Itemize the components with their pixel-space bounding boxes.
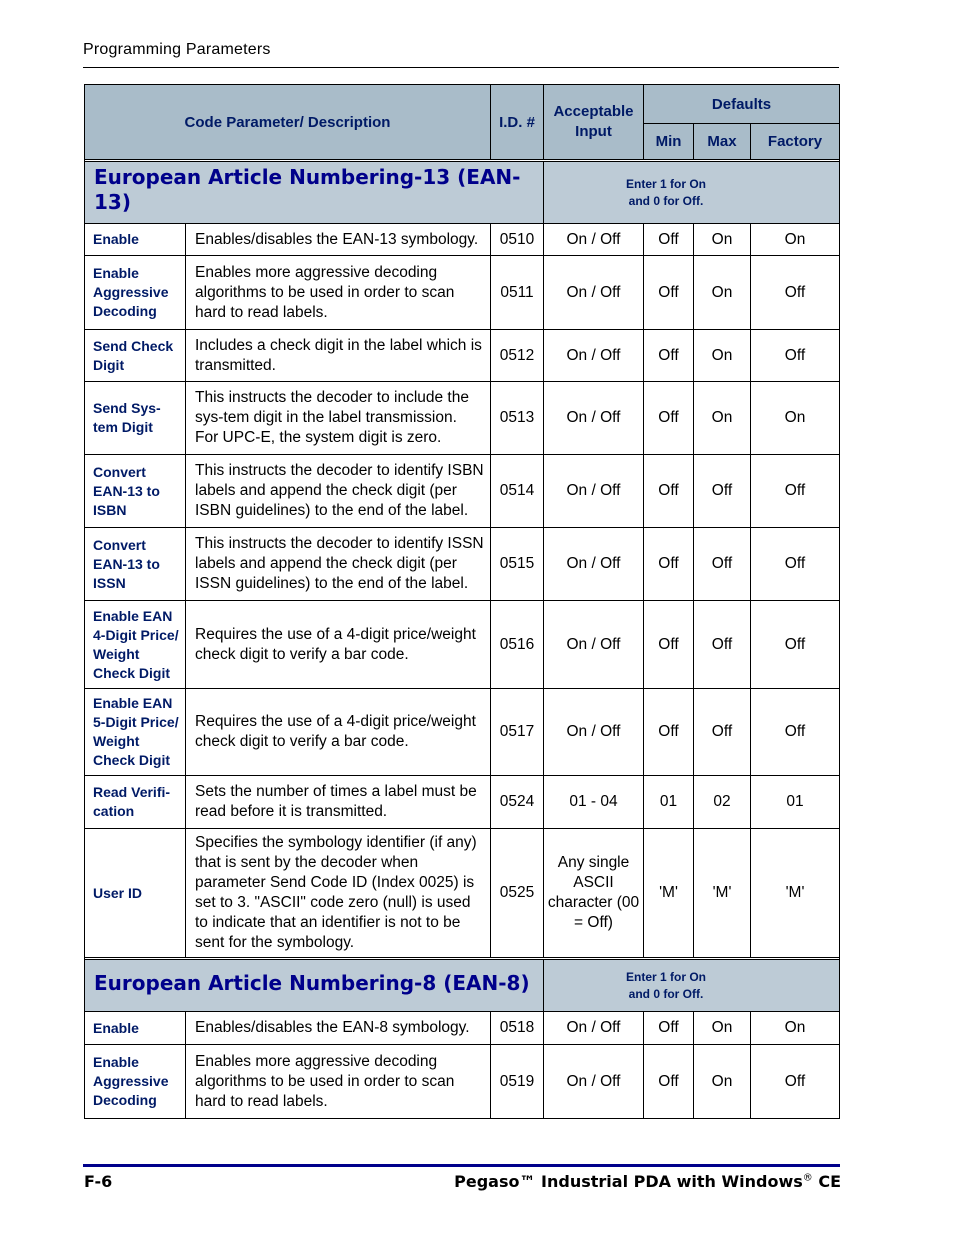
default-max: Off [694,601,751,689]
default-factory: Off [751,330,840,382]
default-max: On [694,1045,751,1119]
parameter-id: 0525 [491,829,544,958]
section-title: European Article Numbering-8 (EAN-8) [85,960,544,1012]
column-header-acceptable-input: Acceptable Input [544,85,644,160]
parameters-table [84,84,840,1119]
parameter-description: Requires the use of a 4-digit price/weight check digit to verify a bar code. [186,689,491,776]
parameter-description: Includes a check digit in the label which is transmitted. [186,330,491,382]
section-note [544,162,840,224]
parameter-id: 0518 [491,1012,544,1045]
table-row [85,455,840,528]
parameter-description: This instructs the decoder to identify ISSN labels and append the check digit (per ISSN guidelines) to the end of the label. [186,528,491,601]
default-min: Off [644,528,694,601]
default-max: On [694,224,751,256]
default-factory: Off [751,1045,840,1119]
default-min: Off [644,256,694,330]
default-factory: On [751,382,840,455]
default-max: Off [694,528,751,601]
acceptable-input: On / Off [544,1045,644,1119]
acceptable-input: On / Off [544,224,644,256]
table-body [85,160,840,1119]
default-min: Off [644,224,694,256]
registered-mark: ® [802,1172,813,1184]
section-note-line-1: Enter 1 for On [625,969,706,984]
parameter-id: 0515 [491,528,544,601]
default-max: On [694,1012,751,1045]
section-note-line-1: Enter 1 for On [625,176,706,191]
acceptable-input: On / Off [544,330,644,382]
parameter-description: Specifies the symbology identifier (if any) that is sent by the decoder when parameter Send Code ID (Index 0025) is set to 3. "ASCII" code zero (null) is used to indicate that an identifier is not to be sent for the symbology. [186,829,491,958]
default-factory: Off [751,455,840,528]
parameter-name: Enable Aggressive Decoding [85,256,186,330]
parameter-id: 0516 [491,601,544,689]
default-max: 'M' [694,829,751,958]
table-row [85,601,840,689]
default-min: Off [644,330,694,382]
parameter-description: Enables more aggressive decoding algorithms to be used in order to scan hard to read labels. [186,1045,491,1119]
acceptable-input: On / Off [544,382,644,455]
default-max: On [694,256,751,330]
section-title: European Article Numbering-13 (EAN-13) [85,162,544,224]
column-header-max: Max [694,124,751,160]
parameter-name: Enable Aggressive Decoding [85,1045,186,1119]
table-row [85,1045,840,1119]
default-min: Off [644,1045,694,1119]
page-number: F-6 [84,1172,113,1191]
header-divider [83,67,839,68]
parameter-id: 0511 [491,256,544,330]
parameter-name: Send Check Digit [85,330,186,382]
column-header-defaults: Defaults [644,85,840,124]
parameter-name: Convert EAN-13 to ISSN [85,528,186,601]
footer-product-title [454,1172,841,1191]
parameter-id: 0513 [491,382,544,455]
parameter-name: Enable [85,224,186,256]
default-factory: Off [751,601,840,689]
parameter-description: This instructs the decoder to identify ISBN labels and append the check digit (per ISBN guidelines) to the end of the label. [186,455,491,528]
section-note [544,960,840,1012]
column-header-min: Min [644,124,694,160]
parameter-name: Enable [85,1012,186,1045]
default-min: Off [644,455,694,528]
parameter-id: 0524 [491,776,544,829]
default-min: Off [644,689,694,776]
default-factory: On [751,1012,840,1045]
acceptable-input: On / Off [544,528,644,601]
parameter-id: 0519 [491,1045,544,1119]
default-factory: Off [751,256,840,330]
default-max: Off [694,455,751,528]
column-header-factory: Factory [751,124,840,160]
table-row [85,1012,840,1045]
table-row [85,528,840,601]
parameter-description: Sets the number of times a label must be read before it is transmitted. [186,776,491,829]
table-row [85,689,840,776]
parameter-id: 0512 [491,330,544,382]
acceptable-input: On / Off [544,455,644,528]
acceptable-input: On / Off [544,1012,644,1045]
parameter-description: Enables/disables the EAN-13 symbology. [186,224,491,256]
parameter-description: This instructs the decoder to include the sys-tem digit in the label transmission. For UPC-E, the system digit is zero. [186,382,491,455]
table-row [85,256,840,330]
parameter-name: Enable EAN 5-Digit Price/ Weight Check Digit [85,689,186,776]
default-min: Off [644,601,694,689]
acceptable-input: On / Off [544,256,644,330]
section-note-line-2: and 0 for Off. [628,986,704,1001]
parameter-id: 0510 [491,224,544,256]
default-min: Off [644,1012,694,1045]
default-factory: Off [751,689,840,776]
default-factory: Off [751,528,840,601]
parameter-name: Enable EAN 4-Digit Price/ Weight Check Digit [85,601,186,689]
parameter-name: Read Verifi-cation [85,776,186,829]
default-factory: 01 [751,776,840,829]
table-row [85,224,840,256]
parameter-name: Send Sys-tem Digit [85,382,186,455]
parameter-description: Enables more aggressive decoding algorithms to be used in order to scan hard to read labels. [186,256,491,330]
column-header-id: I.D. # [491,85,544,160]
default-factory: 'M' [751,829,840,958]
acceptable-input: On / Off [544,689,644,776]
acceptable-input: 01 - 04 [544,776,644,829]
running-header-title: Programming Parameters [83,41,271,58]
footer-divider [83,1164,840,1167]
default-factory: On [751,224,840,256]
table-row [85,776,840,829]
section-header-row [85,162,840,224]
default-min: 'M' [644,829,694,958]
section-note-line-2: and 0 for Off. [628,193,704,208]
default-max: Off [694,689,751,776]
table-row [85,829,840,958]
parameter-name: User ID [85,829,186,958]
product-title-suffix: CE [812,1172,841,1191]
default-max: On [694,382,751,455]
parameter-description: Enables/disables the EAN-8 symbology. [186,1012,491,1045]
acceptable-input: On / Off [544,601,644,689]
acceptable-input: Any single ASCII character (00 = Off) [544,829,644,958]
parameter-id: 0514 [491,455,544,528]
column-header-parameter: Code Parameter/ Description [85,85,491,160]
parameter-description: Requires the use of a 4-digit price/weight check digit to verify a bar code. [186,601,491,689]
default-min: 01 [644,776,694,829]
default-max: 02 [694,776,751,829]
product-title-text: Pegaso™ Industrial PDA with Windows [454,1172,803,1191]
parameter-name: Convert EAN-13 to ISBN [85,455,186,528]
parameter-id: 0517 [491,689,544,776]
table-row [85,382,840,455]
default-max: On [694,330,751,382]
table-row [85,330,840,382]
default-min: Off [644,382,694,455]
section-header-row [85,960,840,1012]
